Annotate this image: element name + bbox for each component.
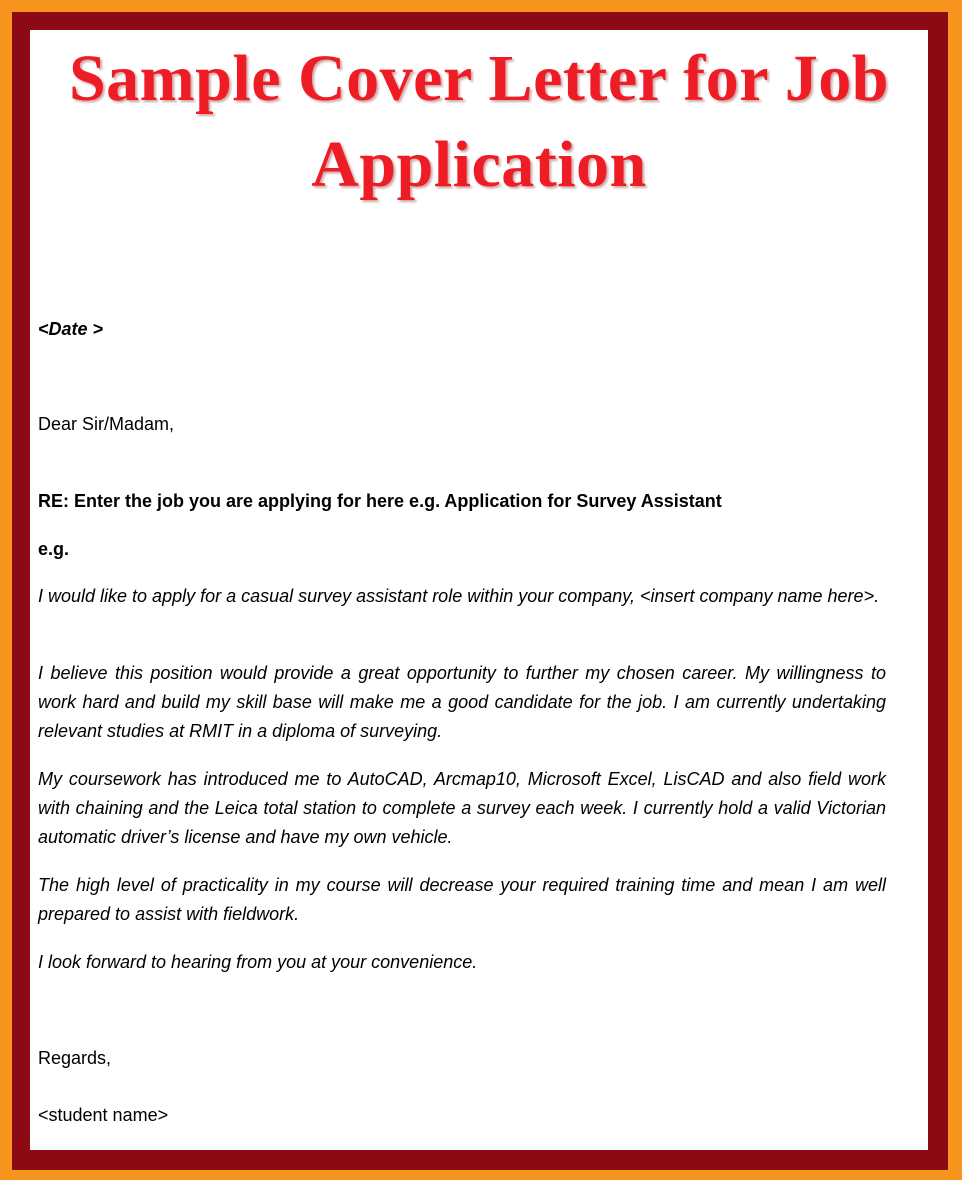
- signature-placeholder: <student name>: [38, 1105, 169, 1125]
- paragraph-opportunity: I believe this position would provide a great opportunity to further my chosen career. My willingness to work hard and build my skill base will make me a good candidate for the job. I am currently undertaking relevant studies at RMIT in a diploma of surveying.: [38, 663, 886, 741]
- paragraph-apply: I would like to apply for a casual survey assistant role within your company, <insert company name here>.: [38, 586, 880, 606]
- closing: Regards,: [38, 1048, 112, 1068]
- letter-page: [30, 30, 928, 1150]
- paragraph-coursework: My coursework has introduced me to AutoCAD, Arcmap10, Microsoft Excel, LisCAD and also field work with chaining and the Leica total station to complete a survey each week. I currently hold a valid Victorian automatic driver’s license and have my own vehicle.: [38, 769, 886, 847]
- paragraph-closing-remark: I look forward to hearing from you at your convenience.: [38, 952, 478, 972]
- title-line-2: Application: [311, 128, 647, 201]
- date-placeholder: <Date >: [38, 319, 104, 339]
- title-line-1: Sample Cover Letter for Job: [68, 42, 890, 115]
- re-line: RE: Enter the job you are applying for here e.g. Application for Survey Assistant: [38, 491, 722, 511]
- eg-label: e.g.: [38, 539, 70, 559]
- paragraph-practicality: The high level of practicality in my course will decrease your required training time and mean I am well prepared to assist with fieldwork.: [38, 875, 886, 924]
- salutation: Dear Sir/Madam,: [38, 414, 175, 434]
- page-title: [30, 36, 928, 208]
- inner-border: [12, 12, 948, 1170]
